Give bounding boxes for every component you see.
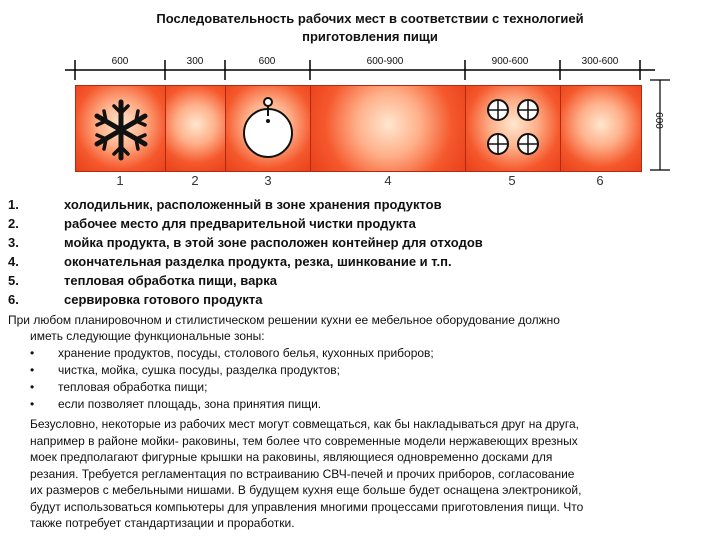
- sink-cell: [225, 85, 312, 172]
- step-item: [8, 214, 483, 233]
- prep-cell: [165, 85, 227, 172]
- position-number: 5: [508, 173, 516, 188]
- step-number: 4.: [8, 254, 19, 269]
- dimension-label: 900-600: [491, 56, 529, 67]
- dimension-label: 600: [111, 56, 129, 67]
- step-text: окончательная разделка продукта, резка, шинкование и т.п.: [64, 254, 452, 269]
- kitchen-layout-diagram: [60, 50, 680, 195]
- closing-line: будут использоваться компьютеры для управления многими процессами приготовления пищи. Что: [30, 499, 584, 514]
- sink-icon: [226, 86, 311, 171]
- closing-line: резания. Требуется регламентация по встраиванию СВЧ-печей и прочих приборов, согласование: [30, 466, 575, 481]
- step-number: 6.: [8, 292, 19, 307]
- workstation-steps: [8, 195, 483, 309]
- step-item: [8, 252, 483, 271]
- burners-icon: [466, 86, 561, 171]
- closing-paragraph: [8, 416, 708, 532]
- dimension-label: 300-600: [581, 56, 619, 67]
- functional-zones-list: [30, 345, 434, 413]
- position-number: 6: [596, 173, 604, 188]
- title-line-2: приготовления пищи: [302, 29, 438, 44]
- snowflake-icon: [76, 86, 166, 171]
- closing-line: Безусловно, некоторые из рабочих мест могут совмещаться, как бы накладываться друг на друга,: [30, 417, 579, 431]
- zone-item: • чистка, мойка, сушка посуды, разделка продуктов;: [30, 362, 434, 379]
- step-item: [8, 271, 483, 290]
- position-number: 4: [384, 173, 392, 188]
- dimension-label: 600: [258, 56, 276, 67]
- position-number: 3: [264, 173, 272, 188]
- step-number: 3.: [8, 235, 19, 250]
- step-item: [8, 290, 483, 309]
- intro-line: иметь следующие функциональные зоны:: [30, 328, 265, 343]
- step-item: [8, 233, 483, 252]
- fridge-cell: [75, 85, 167, 172]
- depth-label: 600: [652, 112, 664, 129]
- step-text: рабочее место для предварительной чистки продукта: [64, 216, 416, 231]
- serving-cell: [560, 85, 642, 172]
- page-title: [60, 10, 680, 46]
- closing-line: моек предполагают фигурные крышки на раковины, являющиеся одновременно досками для: [30, 450, 553, 464]
- intro-line: При любом планировочном и стилистическом решении кухни ее мебельное оборудование должно: [8, 313, 560, 327]
- dimension-label: 600-900: [366, 56, 404, 67]
- step-number: 1.: [8, 197, 19, 212]
- zone-item: • тепловая обработка пищи;: [30, 379, 434, 396]
- step-text: мойка продукта, в этой зоне расположен контейнер для отходов: [64, 235, 483, 250]
- step-number: 5.: [8, 273, 19, 288]
- position-number: 1: [116, 173, 124, 188]
- step-text: тепловая обработка пищи, варка: [64, 273, 277, 288]
- step-item: [8, 195, 483, 214]
- step-text: сервировка готового продукта: [64, 292, 263, 307]
- zone-item: • хранение продуктов, посуды, столового белья, кухонных приборов;: [30, 345, 434, 362]
- step-number: 2.: [8, 216, 19, 231]
- closing-line: их размеров с мебельными нишами. В будущем кухня еще больше будет оснащена электроникой,: [30, 483, 582, 497]
- step-text: холодильник, расположенный в зоне хранения продуктов: [64, 197, 442, 212]
- title-line-1: Последовательность рабочих мест в соответствии с технологией: [156, 11, 584, 26]
- stove-cell: [465, 85, 562, 172]
- intro-paragraph: [8, 313, 708, 344]
- zone-item: • если позволяет площадь, зона принятия пищи.: [30, 396, 434, 413]
- closing-line: также потребует стандартизации и проработки.: [30, 516, 295, 530]
- closing-line: например в районе мойки- раковины, тем более что современные модели нержавеющих врезных: [30, 433, 578, 448]
- cutting-cell: [310, 85, 467, 172]
- position-number: 2: [191, 173, 199, 188]
- dimension-label: 300: [186, 56, 204, 67]
